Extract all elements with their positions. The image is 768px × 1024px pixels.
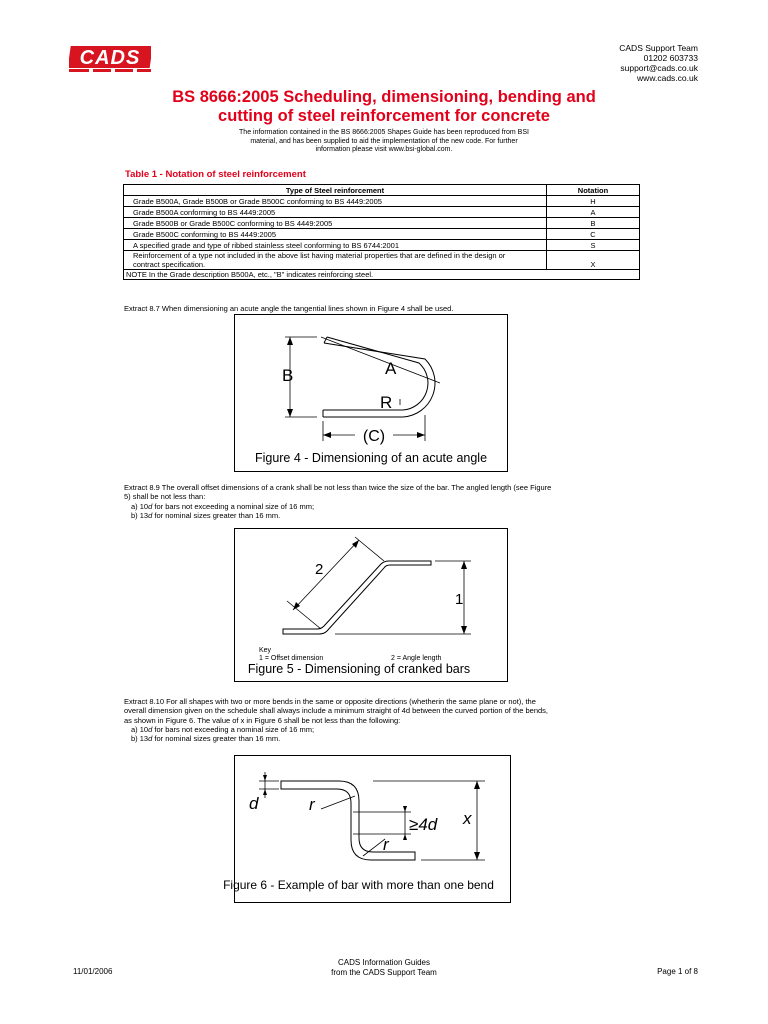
table-cell-type: Grade B500B or Grade B500C conforming to BS 4449:2005 (124, 218, 547, 229)
figure-5-key-1: 1 = Offset dimension (259, 655, 324, 662)
figure-5-label-2: 2 (315, 561, 324, 578)
figure-4-caption: Figure 4 - Dimensioning of an acute angle (254, 451, 488, 465)
table-row (124, 251, 640, 270)
figure-5-caption: Figure 5 - Dimensioning of cranked bars (247, 662, 471, 676)
footer-page-number: Page 1 of 8 (657, 967, 698, 976)
extract-8-10-line-3: as shown in Figure 6. The value of x in Figure 6 shall be not less than the following: (124, 715, 401, 725)
extract-8-9-item-b: b) 13d for nominal sizes greater than 16 mm. (131, 510, 281, 520)
table-row (124, 218, 640, 229)
contact-team: CADS Support Team (619, 43, 698, 53)
table-row (124, 196, 640, 207)
cads-logo (69, 44, 151, 74)
figure-5-key-2: 2 = Angle length (391, 655, 442, 662)
extract-8-10-item-a: a) 10d for bars not exceeding a nominal size of 16 mm; (131, 724, 315, 734)
intro-text (200, 129, 568, 155)
table-cell-type: A specified grade and type of ribbed stainless steel conforming to BS 6744:2001 (124, 240, 547, 251)
figure-6-caption: Figure 6 - Example of bar with more than one bend (223, 878, 494, 892)
extract-8-10-line-2: overall dimension given on the schedule shall always include a minimum straight of 4d between the curved portion of the bends, (124, 706, 548, 716)
table-cell-type: Grade B500A conforming to BS 4449:2005 (124, 207, 547, 218)
figure-6-label-r2: r (383, 835, 389, 854)
table-cell-type: Grade B500C conforming to BS 4449:2005 (124, 229, 547, 240)
table-row (124, 229, 640, 240)
intro-line-1: The information contained in the BS 8666:2005 Shapes Guide has been reproduced from BSI (239, 129, 529, 136)
table-cell-type: Reinforcement of a type not included in the above list having material properties that are defined in the design or contract specification. (124, 251, 547, 270)
figure-5 (234, 528, 508, 682)
table-cell-code: H (547, 196, 640, 207)
footer-center (284, 958, 484, 978)
table-row (124, 207, 640, 218)
table-row (124, 240, 640, 251)
extract-8-10 (124, 697, 644, 743)
footer-center-line-2: from the CADS Support Team (331, 968, 437, 977)
page-title (80, 88, 688, 126)
extract-8-9-line-2: 5) shall be not less than: (124, 492, 206, 502)
notation-table (123, 184, 640, 280)
intro-line-2: material, and has been supplied to aid the implementation of the new code. For further (250, 137, 518, 145)
table-cell-code: A (547, 207, 640, 218)
figure-5-label-1: 1 (455, 591, 464, 608)
figure-4-label-r: R (380, 393, 393, 412)
extract-8-7: Extract 8.7 When dimensioning an acute angle the tangential lines shown in Figure 4 shall be used. (124, 304, 454, 313)
title-line-2: cutting of steel reinforcement for concrete (218, 107, 550, 125)
extract-8-10-item-b: b) 13d for nominal sizes greater than 16 mm. (131, 734, 281, 744)
contact-phone: 01202 603733 (643, 53, 698, 63)
figure-4-label-b: B (282, 366, 294, 385)
figure-6-label-r1: r (309, 795, 315, 814)
table-cell-code: B (547, 218, 640, 229)
figure-6-label-x: x (463, 809, 472, 828)
figure-4-label-a: A (385, 359, 397, 378)
extract-8-9 (124, 483, 644, 520)
footer-date: 11/01/2006 (73, 967, 113, 976)
logo-text: CADS (79, 47, 141, 69)
figure-6 (223, 755, 511, 903)
table-cell-type: Grade B500A, Grade B500B or Grade B500C conforming to BS 4449:2005 (124, 196, 547, 207)
table-header-notation: Notation (547, 185, 640, 196)
extract-8-9-line-1: Extract 8.9 The overall offset dimensions of a crank shall be not less than twice the size of the bar. The angled length (see Figure (124, 483, 552, 492)
title-line-1: BS 8666:2005 Scheduling, dimensioning, bending and (172, 88, 596, 106)
extract-8-10-line-1: Extract 8.10 For all shapes with two or more bends in the same or opposite directions (whetherin the same plane or not), the (124, 697, 536, 706)
table-header-type: Type of Steel reinforcement (124, 185, 547, 196)
intro-line-3: information please visit www.bsi-global.com. (315, 146, 453, 153)
contact-block (619, 43, 698, 83)
footer-center-line-1: CADS Information Guides (337, 958, 431, 967)
contact-website[interactable]: www.cads.co.uk (637, 73, 698, 83)
figure-5-drawing (235, 529, 507, 681)
table-note: NOTE In the Grade description B500A, etc., "B" indicates reinforcing steel. (124, 270, 640, 280)
contact-email[interactable]: support@cads.co.uk (620, 63, 698, 73)
figure-6-label-d: d (249, 794, 259, 813)
figure-5-key-title: Key (259, 647, 272, 654)
table-cell-code: S (547, 240, 640, 251)
table-cell-code: X (547, 251, 640, 270)
figure-4-drawing (235, 315, 507, 471)
figure-4-label-c: (C) (362, 428, 386, 445)
table-caption: Table 1 - Notation of steel reinforcement (125, 169, 306, 180)
figure-6-label-4d: ≥4d (409, 815, 438, 834)
table-cell-code: C (547, 229, 640, 240)
figure-4 (234, 314, 508, 472)
extract-8-9-item-a: a) 10d for bars not exceeding a nominal size of 16 mm; (131, 501, 315, 511)
